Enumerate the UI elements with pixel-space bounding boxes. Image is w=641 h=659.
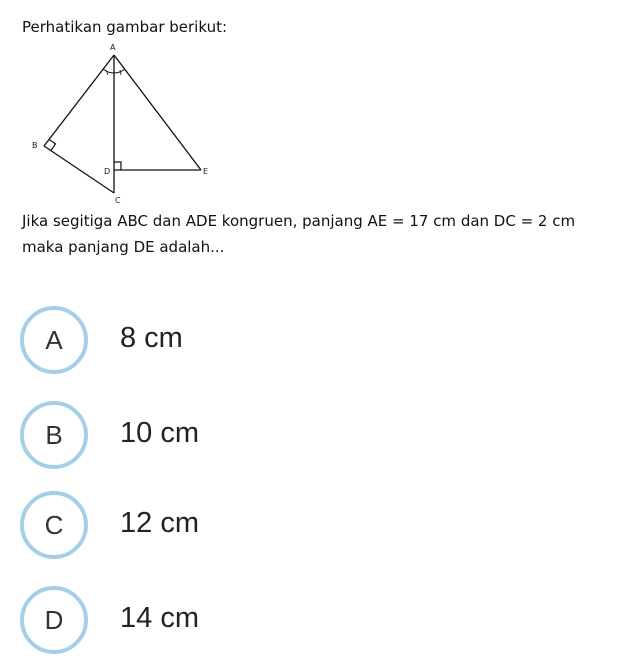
- option-d[interactable]: [20, 586, 440, 654]
- option-d-text: 14 cm: [120, 602, 199, 634]
- vertex-label-b: B: [32, 141, 38, 150]
- vertex-label-a: A: [110, 43, 116, 52]
- vertex-label-d: D: [104, 167, 111, 176]
- angle-mark-a1: [103, 69, 114, 73]
- question-line-2: maka panjang DE adalah...: [22, 238, 225, 256]
- option-d-letter[interactable]: D: [20, 586, 88, 654]
- option-c[interactable]: [20, 491, 440, 559]
- vertex-label-c: C: [115, 196, 121, 205]
- option-c-text: 12 cm: [120, 507, 199, 539]
- tick-a1: [106, 70, 108, 75]
- right-angle-d: [114, 162, 121, 170]
- prompt-text: Perhatikan gambar berikut:: [22, 18, 228, 36]
- question-line-1: Jika segitiga ABC dan ADE kongruen, panjang AE = 17 cm dan DC = 2 cm: [22, 212, 576, 230]
- option-b-letter[interactable]: B: [20, 401, 88, 469]
- side-ae: [114, 55, 201, 170]
- question-text: [22, 208, 634, 260]
- triangle-figure: [0, 0, 641, 210]
- tick-a2: [120, 70, 121, 75]
- option-b-text: 10 cm: [120, 417, 199, 449]
- angle-mark-a2: [114, 69, 125, 73]
- side-ab: [44, 55, 114, 146]
- option-a-letter[interactable]: A: [20, 306, 88, 374]
- option-a[interactable]: [20, 306, 440, 374]
- vertex-label-e: E: [203, 167, 209, 176]
- triangle-diagram-svg: [0, 0, 641, 210]
- option-c-letter[interactable]: C: [20, 491, 88, 559]
- option-a-text: 8 cm: [120, 322, 183, 354]
- option-b[interactable]: [20, 401, 440, 469]
- right-angle-b: [49, 140, 56, 151]
